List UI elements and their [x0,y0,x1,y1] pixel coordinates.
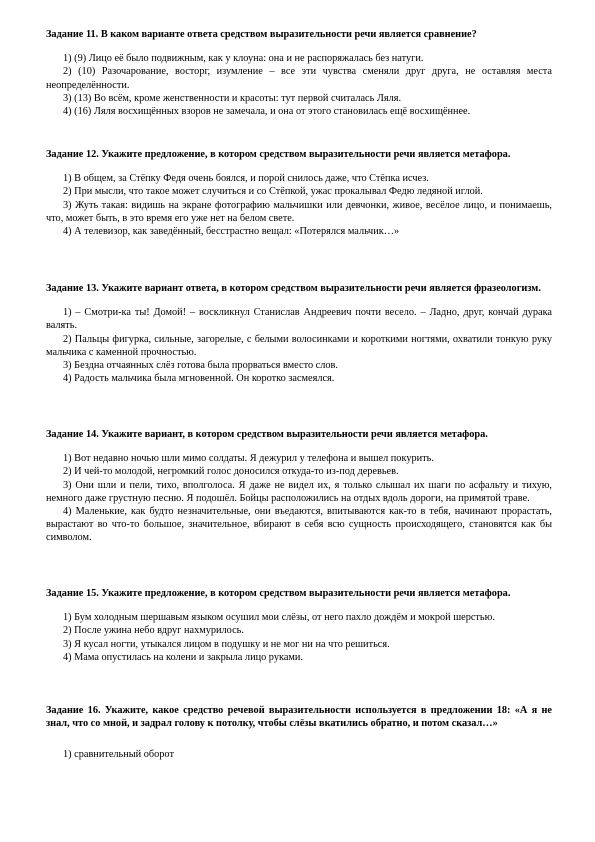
task-option: 1) (9) Лицо её было подвижным, как у клоуна: она и не распоряжалась без натуги. [63,53,424,65]
task-15 [46,587,552,664]
task-question: Задание 16. Укажите, какое средство речевой выразительности используется в предложении 18: «А я не знал, что со мной, и задрал голову к потолку, чтобы слёзы вкатились обратно, и потом сказал…» [46,705,552,730]
task-14 [46,428,552,545]
task-options [46,452,552,544]
task-options [46,611,552,664]
task-options [46,306,552,385]
task-option: 2) (10) Разочарование, восторг, изумление – все эти чувства сменяли друг друга, не оставляя места неопределённости. [46,66,552,91]
task-option: 4) Мама опустилась на колени и закрыла лицо руками. [63,651,303,663]
task-option: 4) (16) Ляля восхищённых взоров не замечала, и она от этого становилась ещё восхищённее. [63,106,471,118]
task-option: 3) Жуть такая: видишь на экране фотографию мальчишки или девчонки, живое, весёлое лицо, и понимаешь, что, может быть, в это время его уже нет на белом свете. [46,199,552,224]
task-question: Задание 13. Укажите вариант ответа, в котором средством выразительности речи является фразеологизм. [46,283,541,294]
task-option: 1) В общем, за Стёпку Федя очень боялся, и порой снилось даже, что Стёпка исчез. [63,173,429,185]
task-question: Задание 15. Укажите предложение, в котором средством выразительности речи является метафора. [46,588,511,599]
task-option: 4) Радость мальчика была мгновенной. Он коротко засмеялся. [63,373,335,385]
task-options [46,52,552,118]
task-option: 3) Они шли и пели, тихо, вполголоса. Я даже не видел их, я только слышал их шаги по асфальту и тихую, немного даже грустную песню. Я подошёл. Бойцы расположились на отдых вдоль дороги, на примятой траве. [46,479,552,504]
task-option: 2) И чей-то молодой, негромкий голос доносился откуда-то из-под деревьев. [63,466,399,478]
task-option: 2) Пальцы фигурка, сильные, загорелые, с белыми волосинками и короткими ногтями, охватили тонкую руку мальчика с каменной прочностью. [46,333,552,358]
task-option: 1) Бум холодным шершавым языком осушил мои слёзы, от него пахло дождём и мокрой шерстью. [63,612,495,624]
task-question: Задание 11. В каком варианте ответа средством выразительности речи является сравнение? [46,29,477,40]
task-options [46,748,552,761]
task-option: 3) Бездна отчаянных слёз готова была прорваться вместо слов. [63,360,338,372]
task-option: 2) При мысли, что такое может случиться и со Стёпкой, ужас прокалывал Федю ледяной иглой. [63,186,483,198]
task-option: 1) – Смотри-ка ты! Домой! – воскликнул Станислав Андреевич почти весело. – Ладно, друг, кончай дурака валять. [46,307,552,332]
task-question: Задание 12. Укажите предложение, в котором средством выразительности речи является метафора. [46,149,511,160]
task-12 [46,148,552,238]
task-option: 4) А телевизор, как заведённый, бесстрастно вещал: «Потерялся мальчик…» [63,226,400,238]
task-option: 4) Маленькие, как будто незначительные, они въедаются, впитываются как-то в тебя, начинают прорастать, вырастают во что-то большое, значительное, вбирают в себя всю сущность происходящего, становятся как бы символом. [46,506,552,544]
task-option: 1) Вот недавно ночью шли мимо солдаты. Я дежурил у телефона и вышел покурить. [63,453,434,465]
task-option: 1) сравнительный оборот [63,749,174,761]
task-13 [46,282,552,385]
task-16 [46,704,552,762]
task-11 [46,28,552,118]
task-options [46,172,552,238]
task-question: Задание 14. Укажите вариант, в котором средством выразительности речи является метафора. [46,429,488,440]
task-option: 3) Я кусал ногти, утыкался лицом в подушку и не мог ни на что решиться. [63,638,390,650]
task-option: 2) После ужина небо вдруг нахмурилось. [63,625,244,637]
task-option: 3) (13) Во всём, кроме женственности и красоты: тут первой считалась Ляля. [63,92,402,104]
